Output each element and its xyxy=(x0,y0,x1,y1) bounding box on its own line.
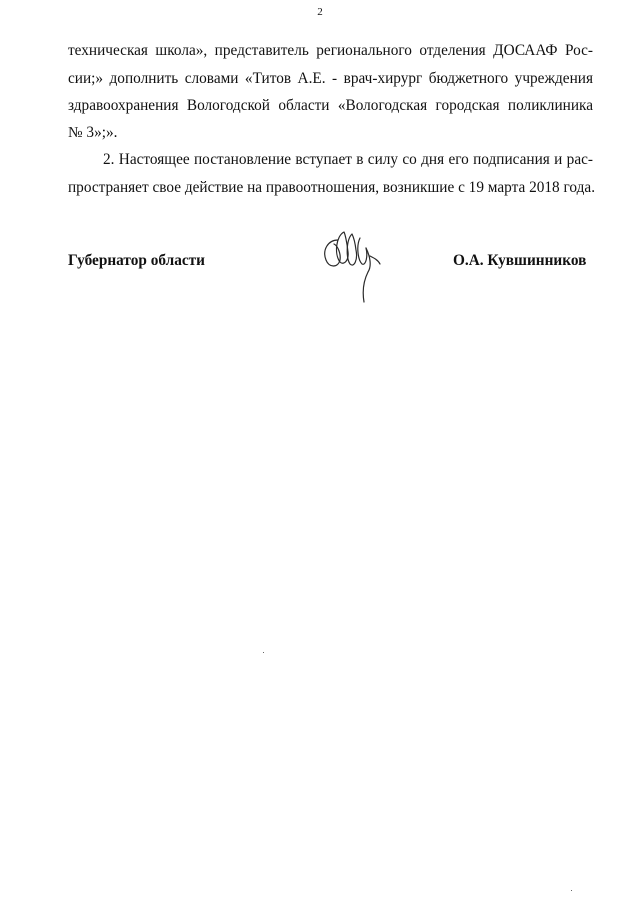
text-line-1: техническая школа», представитель регионального отделения ДОСААФ Рос- xyxy=(68,42,593,59)
page-number: 2 xyxy=(317,6,323,18)
signer-title: Губернатор области xyxy=(68,252,205,269)
scan-speck xyxy=(571,890,572,891)
signature-icon xyxy=(318,226,384,310)
text-line-5: 2. Настоящее постановление вступает в силу со дня его подписания и рас- xyxy=(103,151,593,168)
scan-speck xyxy=(263,652,264,653)
text-line-6: пространяет свое действие на правоотношения, возникшие с 19 марта 2018 года. xyxy=(68,179,596,196)
text-line-3: здравоохранения Вологодской области «Вологодская городская поликлиника xyxy=(68,97,593,114)
text-line-2: сии;» дополнить словами «Титов А.Е. - врач-хирург бюджетного учреждения xyxy=(68,70,593,87)
signer-name: О.А. Кувшинников xyxy=(453,252,587,269)
text-line-4: № 3»;». xyxy=(68,124,118,141)
